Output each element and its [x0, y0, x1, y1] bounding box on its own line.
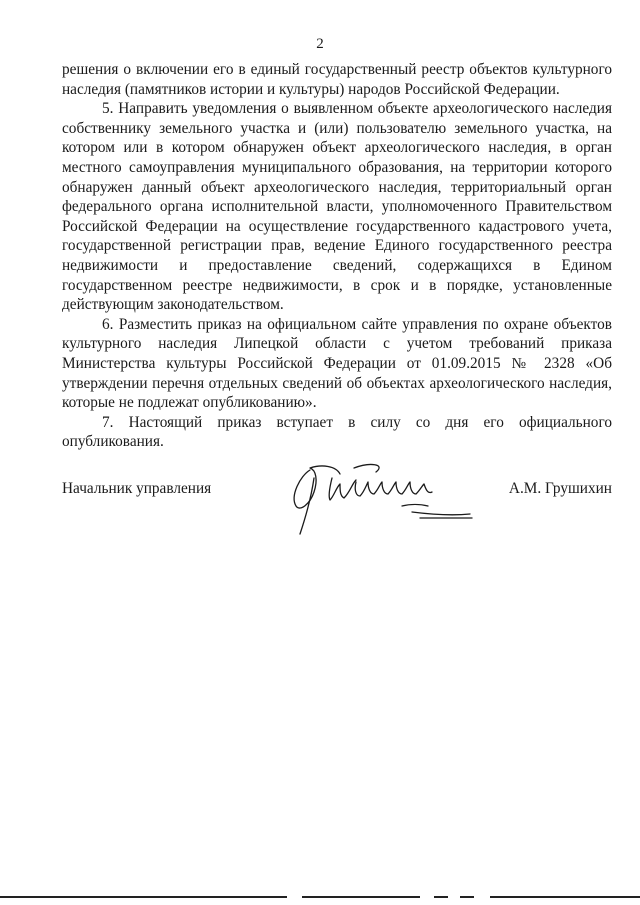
- footer-rule-segment: [0, 896, 287, 898]
- page-number: 2: [316, 36, 324, 52]
- signatory-title: Начальник управления: [62, 480, 212, 497]
- paragraph-continuation: решения о включении его в единый государственный реестр объектов культурного наследия (памятников истории и культуры) народов Российской Федерации.: [62, 61, 612, 98]
- footer-rule-segment: [302, 896, 420, 898]
- handwritten-signature: [270, 448, 480, 543]
- document-body: [62, 60, 612, 452]
- paragraph-item-7: 7. Настоящий приказ вступает в силу со дня его официального опубликования.: [62, 413, 612, 451]
- paragraph-item-6: 6. Разместить приказ на официальном сайте управления по охране объектов культурного наследия Липецкой области с учетом требований приказа Министерства культуры Российской Федерации от 01.09.2015 № 2328 «Об утверждении перечня отдельных сведений об объектах археологического наследия, которые не подлежат опубликованию».: [62, 315, 612, 412]
- signatory-name: А.М. Грушихин: [508, 480, 612, 497]
- footer-rule-segment: [490, 896, 640, 898]
- footer-rule-segment: [434, 896, 448, 898]
- paragraph-item-5: 5. Направить уведомления о выявленном объекте археологического наследия собственнику земельного участка и (или) пользователю земельного участка, на котором или в котором обнаружен объект археологического наследия, в орган местного самоуправления муниципального образования, на территории которого обнаружен данный объект археологического наследия, территориальный орган федерального органа исполнительной власти, уполномоченного Правительством Российской Федерации на осуществление государственного кадастрового учета, государственной регистрации прав, ведение Единого государственного реестра недвижимости и предоставление сведений, содержащихся в Едином государственном реестре недвижимости, в срок и в порядке, установленные действующим законодательством.: [62, 100, 612, 314]
- footer-rule-segment: [460, 896, 474, 898]
